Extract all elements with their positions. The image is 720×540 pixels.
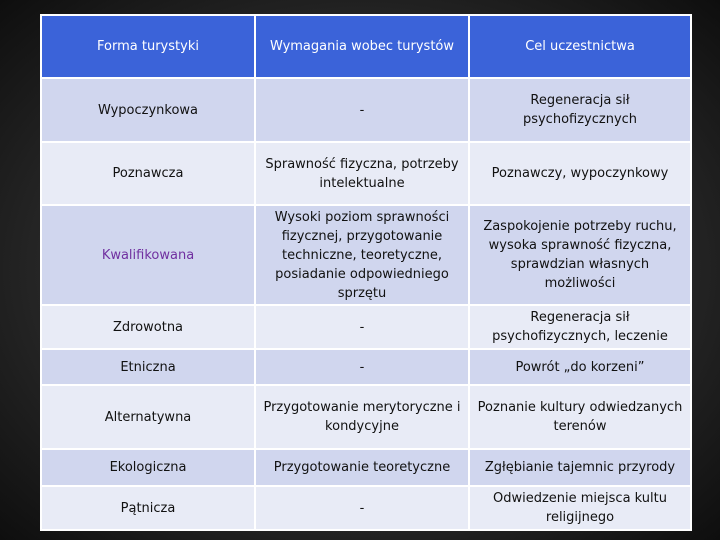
- cell-wymagania: -: [256, 79, 468, 141]
- cell-wymagania: Przygotowanie merytoryczne i kondycyjne: [256, 386, 468, 448]
- table-row: [42, 450, 690, 485]
- table-row: [42, 143, 690, 204]
- cell-forma: Poznawcza: [42, 143, 254, 204]
- cell-forma: Wypoczynkowa: [42, 79, 254, 141]
- cell-cel: Powrót „do korzeni”: [470, 350, 690, 384]
- table-row: [42, 386, 690, 448]
- cell-cel: Odwiedzenie miejsca kultu religijnego: [470, 487, 690, 529]
- cell-forma: Ekologiczna: [42, 450, 254, 485]
- cell-forma: Pątnicza: [42, 487, 254, 529]
- cell-wymagania: Przygotowanie teoretyczne: [256, 450, 468, 485]
- cell-wymagania: -: [256, 350, 468, 384]
- table-row: [42, 487, 690, 529]
- cell-cel: Regeneracja sił psychofizycznych: [470, 79, 690, 141]
- header-wymagania: Wymagania wobec turystów: [256, 16, 468, 77]
- tourism-table: [40, 14, 692, 531]
- table-row: [42, 350, 690, 384]
- cell-wymagania: Sprawność fizyczna, potrzeby intelektualne: [256, 143, 468, 204]
- tourism-table-container: [40, 14, 690, 531]
- cell-cel: Poznanie kultury odwiedzanych terenów: [470, 386, 690, 448]
- cell-forma: Zdrowotna: [42, 306, 254, 348]
- cell-wymagania: -: [256, 306, 468, 348]
- header-forma: Forma turystyki: [42, 16, 254, 77]
- cell-forma: Kwalifikowana: [42, 206, 254, 304]
- cell-cel: Poznawczy, wypoczynkowy: [470, 143, 690, 204]
- table-row: [42, 79, 690, 141]
- table-header-row: [42, 16, 690, 77]
- cell-cel: Zaspokojenie potrzeby ruchu, wysoka sprawność fizyczna, sprawdzian własnych możliwości: [470, 206, 690, 304]
- cell-forma: Alternatywna: [42, 386, 254, 448]
- cell-cel: Zgłębianie tajemnic przyrody: [470, 450, 690, 485]
- header-cel: Cel uczestnictwa: [470, 16, 690, 77]
- table-row: [42, 306, 690, 348]
- cell-forma: Etniczna: [42, 350, 254, 384]
- cell-wymagania: Wysoki poziom sprawności fizycznej, przygotowanie techniczne, teoretyczne, posiadanie odpowiedniego sprzętu: [256, 206, 468, 304]
- cell-wymagania: -: [256, 487, 468, 529]
- cell-cel: Regeneracja sił psychofizycznych, leczenie: [470, 306, 690, 348]
- table-row: [42, 206, 690, 304]
